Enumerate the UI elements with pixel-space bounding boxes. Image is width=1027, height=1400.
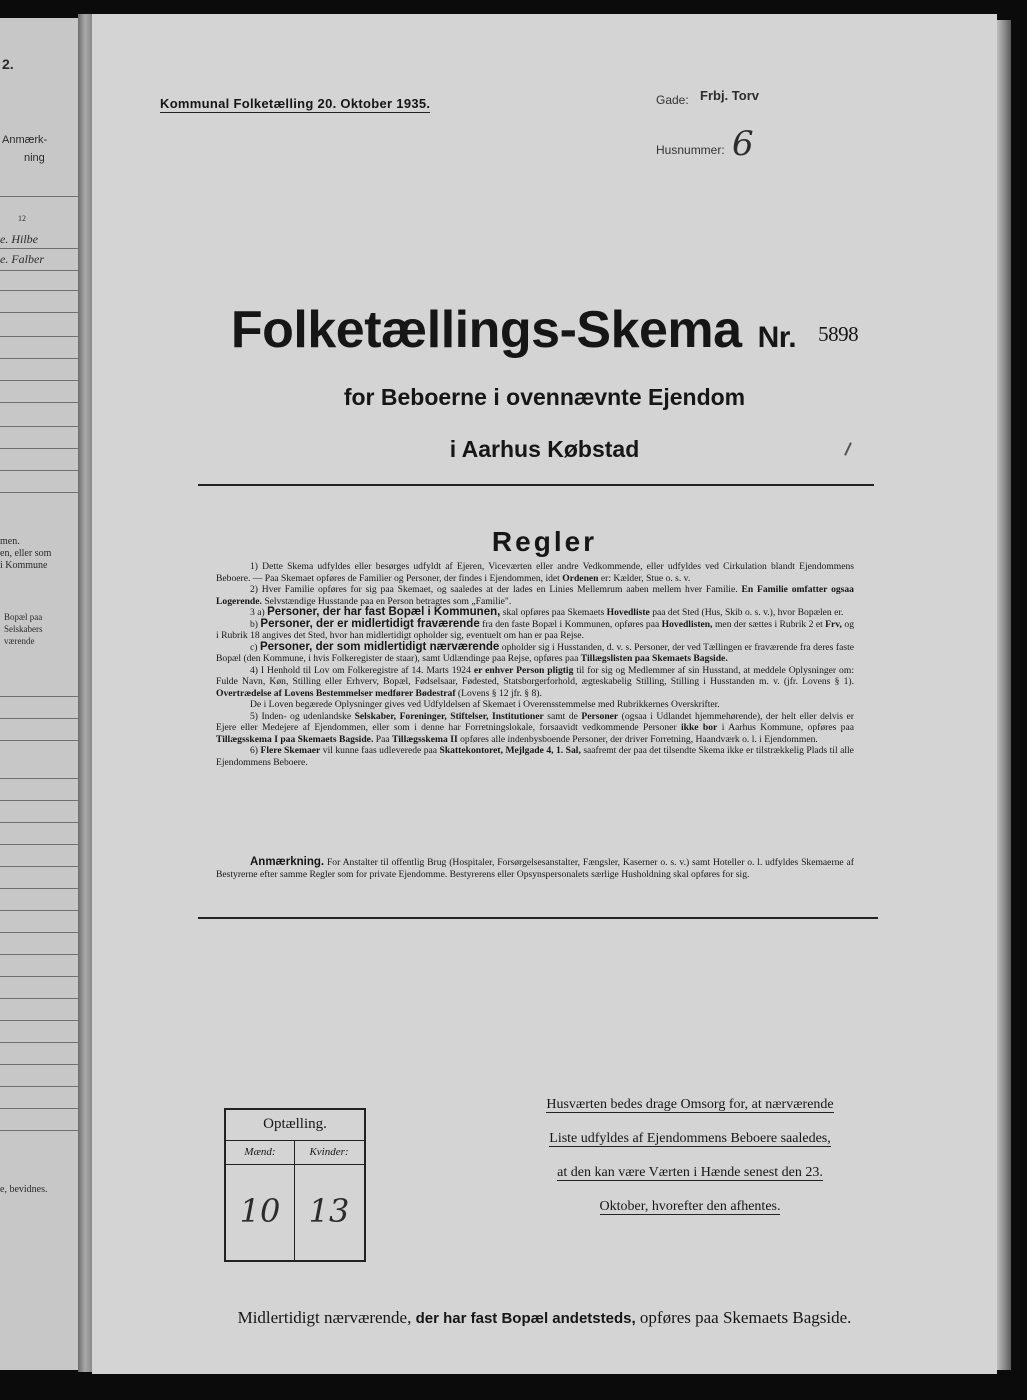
left-page-rule: [0, 800, 80, 801]
men-label: Mænd:: [244, 1146, 276, 1158]
anmaerkning-note: [216, 857, 854, 880]
left-page-fragment: i Kommune: [0, 560, 48, 571]
left-page-rule: [0, 1108, 80, 1109]
left-page-rule: [0, 1042, 80, 1043]
left-page-fragment: Selskabers: [4, 624, 43, 634]
left-page-fragment: værende: [4, 636, 35, 646]
divider-line: [198, 484, 874, 486]
rule-1: 1) Dette Skema udfyldes eller besørges udfyldt af Ejeren, Viceværten eller andre Vedkommende, eller udfyldes ved Cirkulation blandt Ejendommens Beboere. — Paa Skemaet opføres de Familier og Personer, der findes i Ejendommen, idet Ordenen er: Kælder, Stue o. s. v.: [216, 561, 854, 584]
left-page-fragment: Anmærk-: [2, 134, 48, 146]
rule-4: 4) I Henhold til Lov om Folkeregistre af 14. Marts 1924 er enhver Person pligtig til for sig og Medlemmer af sin Husstand, at meddele Oplysninger om: Fulde Navn, Køn, Stilling eller Erhverv, Bopæl, Fødselsaar, Fødested, Statsborgerforhold, ægteskabelig Stilling, Stilling i Husstanden m. v. (jfr. Lovens § 1). Overtrædelse af Lovens Bestemmelser medfører Bødestraf (Lovens § 12 jfr. § 8).: [216, 664, 854, 699]
left-page-rule: [0, 822, 80, 823]
left-page-fragment: 12: [18, 214, 26, 223]
left-page-rule: [0, 270, 80, 271]
book-spine: [78, 14, 92, 1372]
count-box-title: Optælling.: [263, 1116, 327, 1132]
left-page-rule: [0, 312, 80, 313]
anmaerkning-label: Anmærkning.: [250, 856, 325, 868]
left-page-rule: [0, 426, 80, 427]
left-page-fragment: ning: [24, 152, 45, 164]
divider-line: [198, 917, 878, 919]
anmaerkning-text: For Anstalter til offentlig Brug (Hospitaler, Forsørgelsesanstalter, Fængsler, Kaserner o. s. v.) samt Hoteller o. l. udfyldes Skemaerne af Bestyrerne efter samme Regler som for private Ejendomme. Bestyrerens eller Opsynspersonalets særlige Husholdning skal opføres for sig.: [216, 857, 854, 880]
left-page-rule: [0, 492, 80, 493]
left-page-rule: [0, 1130, 80, 1131]
notice-line: Oktober, hvorefter den afhentes.: [599, 1199, 781, 1214]
left-page-rule: [0, 1086, 80, 1087]
left-page-rule: [0, 910, 80, 911]
husnummer-value: 6: [732, 124, 754, 164]
gade-value: Frbj. Torv: [700, 88, 759, 103]
rule-3a: 3 a) Personer, der har fast Bopæl i Kommunen, skal opføres paa Skemaets Hovedliste paa det Sted (Hus, Skib o. s. v.), hvor Bopælen er.: [250, 606, 844, 618]
left-page-rule: [0, 290, 80, 291]
left-page-rule: [0, 866, 80, 867]
women-count: 13: [308, 1192, 350, 1230]
rule-3b: b) Personer, der er midlertidigt fraværende fra den faste Bopæl i Kommunen, opføres paa Hovedlisten, men der sættes i Rubrik 2 et Frv, og i Rubrik 18 angives det Sted, hvor han midlertidigt opholder sig, eventuelt om han er paa Rejse.: [216, 617, 854, 641]
rule-5: 5) Inden- og udenlandske Selskaber, Foreninger, Stiftelser, Institutioner samt de Personer (ogsaa i Udlandet hjemmehørende), der helt eller delvis er Ejere eller Medejere af Ejendommen, eller som i denne har Forretningslokale, forsaavidt vedkommende Personer ikke bor i Aarhus Kommune, opføres paa Tillægsskema I paa Skemaets Bagside. Paa Tillægsskema II opføres alle indenbysboende Personer, der driver Forretning, Haandværk o. l. i Ejendommen.: [216, 710, 854, 745]
left-page-edge: [0, 18, 80, 1370]
left-page-rule: [0, 778, 80, 779]
left-page-rule: [0, 888, 80, 889]
left-page-fragment: en, eller som: [0, 548, 52, 559]
page-edge: [997, 20, 1011, 1370]
rule-4-note: De i Loven begærede Oplysninger gives ved Udfyldelsen af Skemaet i Overensstemmelse med Rubrikkernes Overskrifter.: [250, 699, 720, 710]
left-page-rule: [0, 448, 80, 449]
left-page-fragment: Bopæl paa: [4, 612, 43, 622]
left-page-fragment: 2.: [2, 56, 14, 72]
footer-note: Midlertidigt nærværende, der har fast Bopæl andetsteds, opføres paa Skemaets Bagside.: [237, 1308, 852, 1327]
left-page-rule: [0, 976, 80, 977]
left-page-rule: [0, 1064, 80, 1065]
census-form-page: [92, 14, 997, 1374]
rule-6: 6) Flere Skemaer vil kunne faas udleverede paa Skattekontoret, Mejlgade 4, 1. Sal, saafremt der paa det tilsendte Skema ikke er tilstrækkelig Plads til alle Ejendommens Beboere.: [216, 745, 854, 768]
notice-line: at den kan være Værten i Hænde senest den 23.: [557, 1165, 823, 1180]
form-subtitle: for Beboerne i ovennævnte Ejendom: [343, 384, 746, 410]
form-number: 5898: [818, 322, 859, 346]
form-title-nr: Nr.: [757, 321, 797, 354]
left-page-rule: [0, 998, 80, 999]
left-page-rule: [0, 740, 80, 741]
left-page-fragment: e, bevidnes.: [0, 1184, 48, 1195]
form-subtitle-city: i Aarhus Købstad: [449, 436, 640, 462]
notice-line: Liste udfyldes af Ejendommens Beboere saaledes,: [549, 1131, 831, 1146]
left-page-rule: [0, 470, 80, 471]
left-page-rule: [0, 196, 80, 197]
rule-2: 2) Hver Familie opføres for sig paa Skemaet, og saaledes at der lades en Linies Mellemrum aaben mellem hver Familie. En Familie omfatter ogsaa Logerende. Selvstændige Husstande paa en Person betragtes som „Familie".: [216, 584, 854, 607]
left-page-rule: [0, 1020, 80, 1021]
left-page-rule: [0, 696, 80, 697]
women-label: Kvinder:: [309, 1146, 349, 1158]
left-page-rule: [0, 954, 80, 955]
notice-line: Husværten bedes drage Omsorg for, at nærværende: [546, 1097, 834, 1112]
left-page-rule: [0, 248, 80, 249]
left-page-rule: [0, 718, 80, 719]
rules-heading: Regler: [491, 526, 598, 557]
count-box: [224, 1108, 366, 1262]
husnummer-label: Husnummer:: [656, 143, 725, 157]
men-count: 10: [239, 1192, 281, 1230]
left-page-fragment: men.: [0, 536, 20, 547]
left-page-rule: [0, 402, 80, 403]
left-page-rule: [0, 336, 80, 337]
rule-3c: c) Personer, der som midlertidigt nærværende opholder sig i Husstanden, d. v. s. Personer, der ved Tællingen er fraværende fra deres faste Bopæl (den Kommune, i hvis Folkeregister de staar), samt Udlændinge paa Rejse, opføres paa Tillægslisten paa Skemaets Bagside.: [216, 640, 854, 664]
left-page-rule: [0, 844, 80, 845]
rules-text: [216, 561, 854, 768]
left-page-fragment: e. Falber: [0, 252, 44, 266]
gade-label: Gade:: [656, 93, 689, 107]
left-page-rule: [0, 358, 80, 359]
form-title-main: Folketællings-Skema: [230, 301, 742, 359]
left-page-rule: [0, 380, 80, 381]
form-title: [92, 300, 997, 360]
left-page-rule: [0, 932, 80, 933]
left-page-fragment: e. Hilbe: [0, 232, 38, 246]
census-header: Kommunal Folketælling 20. Oktober 1935.: [160, 96, 431, 111]
